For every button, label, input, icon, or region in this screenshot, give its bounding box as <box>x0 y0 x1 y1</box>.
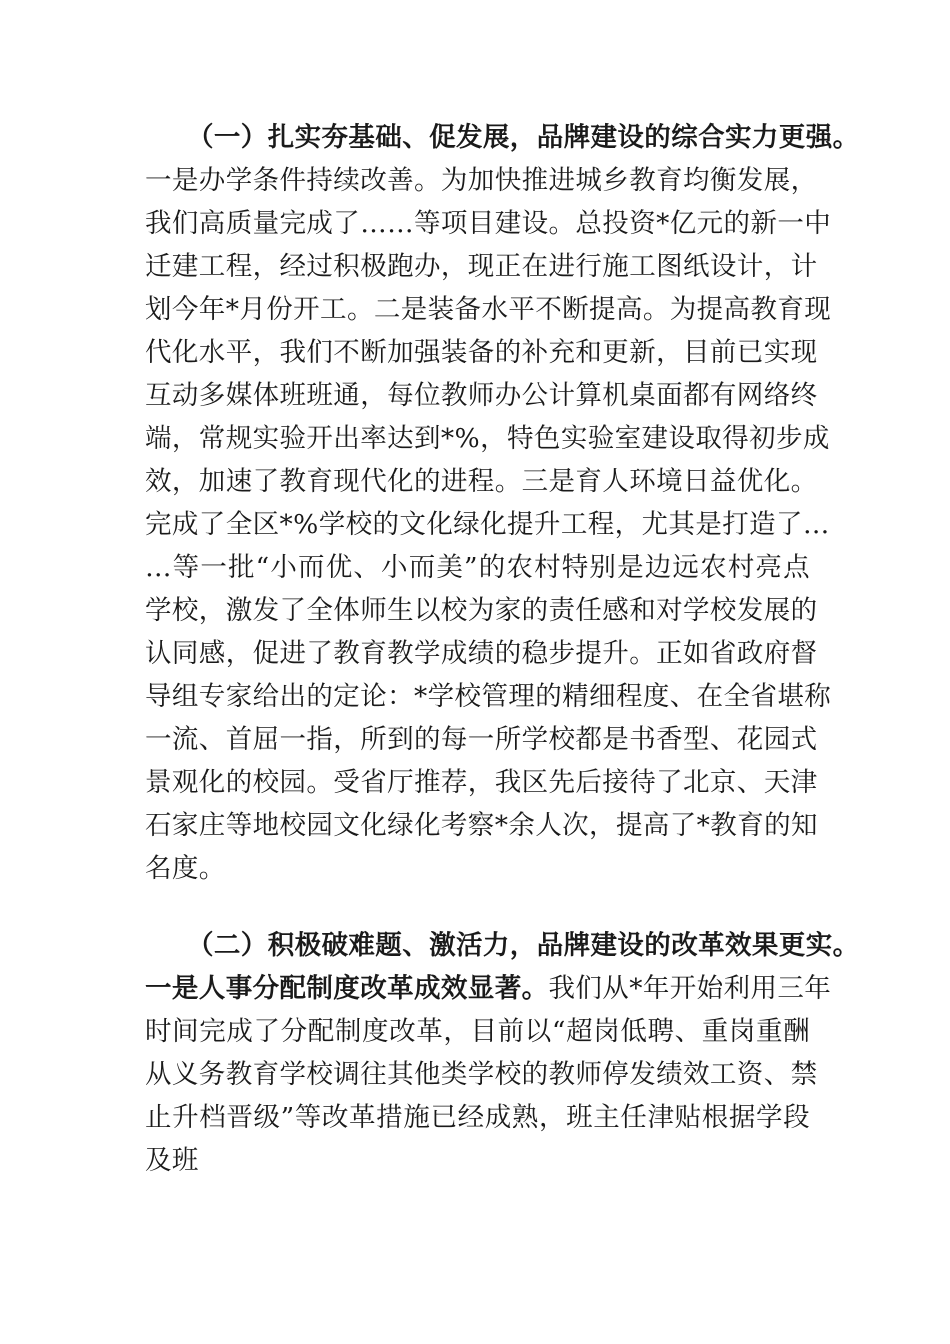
section-2-heading: （二）积极破难题、激活力，品牌建设的改革效果更实。 <box>187 930 860 961</box>
section-gap <box>145 890 810 924</box>
paragraph-line: 止升档晋级”等改革措施已经成熟，班主任津贴根据学段 <box>145 1102 810 1133</box>
paragraph-line: 名度。 <box>145 853 226 884</box>
paragraph-line: 代化水平，我们不断加强装备的补充和更新，目前已实现 <box>145 337 818 368</box>
paragraph-line: 景观化的校园。受省厅推荐，我区先后接待了北京、天津 <box>145 767 818 798</box>
paragraph-line: 端，常规实验开出率达到*%，特色实验室建设取得初步成 <box>145 423 830 454</box>
paragraph-line: 迁建工程，经过积极跑办，现正在进行施工图纸设计，计 <box>145 251 818 282</box>
paragraph-line: …等一批“小而优、小而美”的农村特别是边远农村亮点 <box>145 552 810 583</box>
paragraph-line: 学校，激发了全体师生以校为家的责任感和对学校发展的 <box>145 595 818 626</box>
document-body <box>145 116 860 1182</box>
paragraph-line: 及班 <box>145 1145 199 1176</box>
section-1-heading: （一）扎实夯基础、促发展，品牌建设的综合实力更强。 <box>187 122 860 153</box>
paragraph-line: 完成了全区*%学校的文化绿化提升工程，尤其是打造了… <box>145 509 830 540</box>
paragraph-line: 时间完成了分配制度改革，目前以“超岗低聘、重岗重酬 <box>145 1016 810 1047</box>
bold-lead-phrase: 一是人事分配制度改革成效显著。 <box>145 973 549 1004</box>
lead-line-rest: 我们从*年开始利用三年 <box>548 973 832 1004</box>
paragraph-line: 互动多媒体班班通，每位教师办公计算机桌面都有网络终 <box>145 380 818 411</box>
paragraph-line: 效，加速了教育现代化的进程。三是育人环境日益优化。 <box>145 466 818 497</box>
paragraph-line: 一流、首屈一指，所到的每一所学校都是书香型、花园式 <box>145 724 818 755</box>
paragraph-line: 从义务教育学校调往其他类学校的教师停发绩效工资、禁 <box>145 1059 818 1090</box>
paragraph-line: 我们高质量完成了……等项目建设。总投资*亿元的新一中 <box>145 208 832 239</box>
paragraph-line: 导组专家给出的定论：*学校管理的精细程度、在全省堪称 <box>145 681 832 712</box>
paragraph-line: 石家庄等地校园文化绿化考察*余人次，提高了*教育的知 <box>145 810 818 841</box>
paragraph-line <box>145 967 832 1010</box>
paragraph-line: 认同感，促进了教育教学成绩的稳步提升。正如省政府督 <box>145 638 818 669</box>
paragraph-line: 划今年*月份开工。二是装备水平不断提高。为提高教育现 <box>145 294 832 325</box>
paragraph-line: 一是办学条件持续改善。为加快推进城乡教育均衡发展， <box>145 165 818 196</box>
